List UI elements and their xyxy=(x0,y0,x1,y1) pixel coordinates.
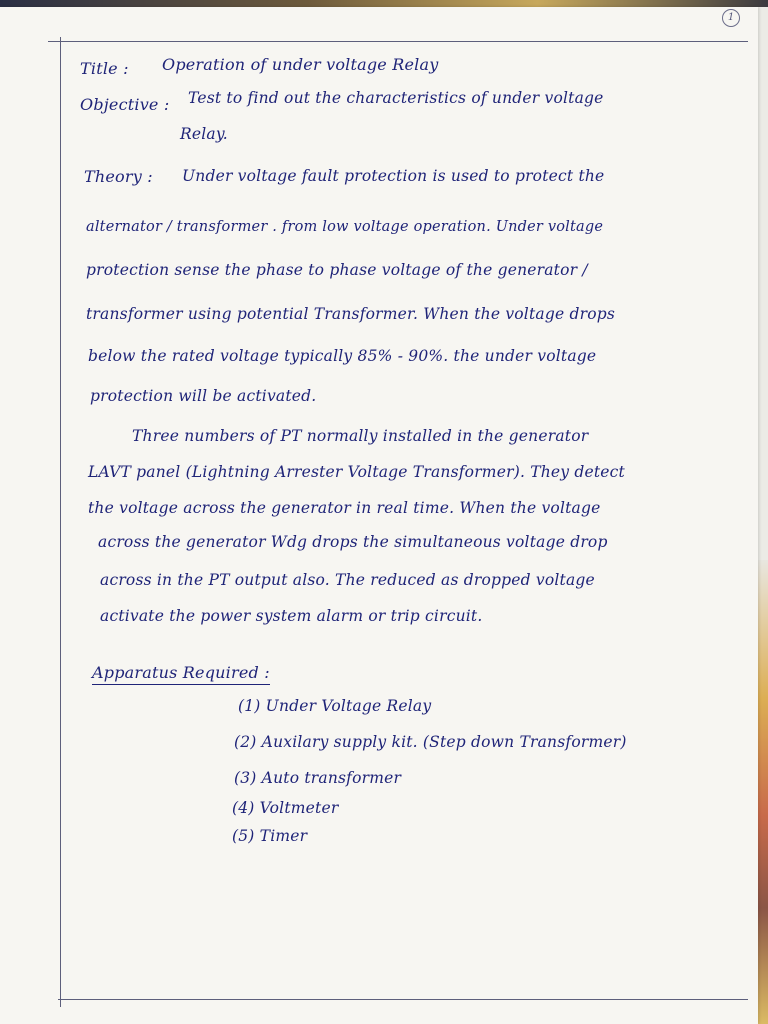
notebook-page xyxy=(0,7,758,1024)
objective-line-1: Test to find out the characteristics of under voltage xyxy=(188,89,604,107)
theory-line: the voltage across the generator in real time. When the voltage xyxy=(88,499,601,517)
title-label: Title : xyxy=(80,59,129,78)
apparatus-item: (2) Auxilary supply kit. (Step down Transformer) xyxy=(234,733,627,751)
theory-line: activate the power system alarm or trip circuit. xyxy=(100,607,483,625)
theory-line: across in the PT output also. The reduced as dropped voltage xyxy=(100,571,595,589)
theory-line: protection will be activated. xyxy=(90,387,317,405)
objective-line-2: Relay. xyxy=(180,125,228,143)
apparatus-item: (1) Under Voltage Relay xyxy=(238,697,432,715)
theory-line: across the generator Wdg drops the simultaneous voltage drop xyxy=(98,533,608,551)
apparatus-heading: Apparatus Required : xyxy=(92,663,270,685)
theory-line: alternator / transformer . from low voltage operation. Under voltage xyxy=(86,219,604,235)
theory-line: protection sense the phase to phase voltage of the generator / xyxy=(86,261,588,279)
page-margin-rule xyxy=(60,37,61,1007)
apparatus-item: (4) Voltmeter xyxy=(232,799,339,817)
theory-line: Under voltage fault protection is used to protect the xyxy=(182,167,605,185)
theory-label: Theory : xyxy=(84,167,153,186)
page-top-rule xyxy=(48,41,748,42)
photo-edge-top xyxy=(0,0,768,7)
objective-label: Objective : xyxy=(80,95,170,114)
theory-line: LAVT panel (Lightning Arrester Voltage Transformer). They detect xyxy=(88,463,625,481)
apparatus-item: (3) Auto transformer xyxy=(234,769,402,787)
page-bottom-rule xyxy=(58,999,748,1000)
theory-line: Three numbers of PT normally installed in the generator xyxy=(132,427,589,445)
title-text: Operation of under voltage Relay xyxy=(162,55,439,74)
apparatus-item: (5) Timer xyxy=(232,827,308,845)
theory-line: transformer using potential Transformer. When the voltage drops xyxy=(86,305,615,323)
theory-line: below the rated voltage typically 85% - 90%. the under voltage xyxy=(88,347,597,365)
page-number: 1 xyxy=(722,9,740,27)
